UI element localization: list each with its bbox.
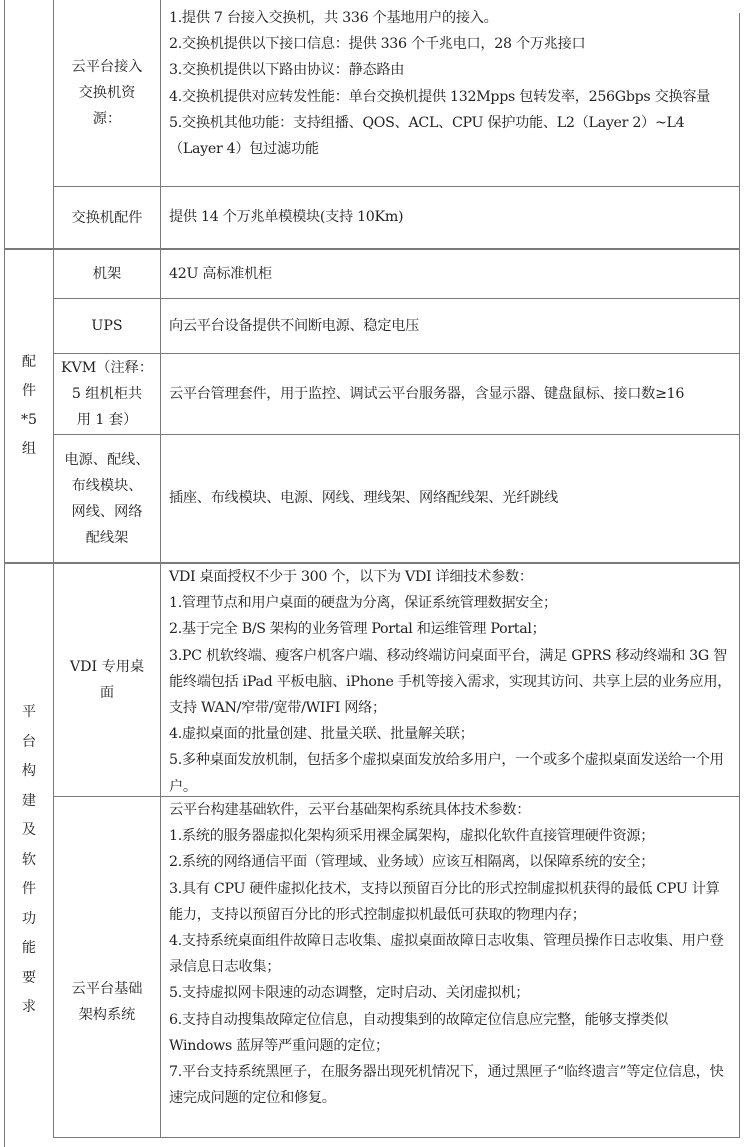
section-title-char: 平 <box>21 704 37 720</box>
item-text: 6.支持自动搜集故障定位信息，自动搜集到的故障定位信息应完整，能够支撑类似 Windows 蓝屏等严重问题的定位； <box>169 1011 669 1054</box>
label-line: 网线、网络 <box>71 503 143 520</box>
table-bottom-border <box>53 1137 740 1138</box>
item-text: 2.系统的网络通信平面（管理域、业务域）应该互相隔离，以保障系统的安全； <box>169 854 655 871</box>
section-title-platform-software <box>5 698 53 1023</box>
row-content-switch-resources <box>161 5 739 162</box>
row-content-ups <box>161 299 739 353</box>
item-text: 5.支持虚拟网卡限速的动态调整，定时启动、关闭虚拟机； <box>169 985 530 1002</box>
row-label-cloud-infrastructure <box>54 797 160 1137</box>
label-line: VDI 专用桌 <box>69 659 145 675</box>
row-label-vdi-desktop <box>54 564 160 796</box>
item-text: 1.提供 7 台接入交换机，共 336 个基地用户的接入。 <box>169 10 498 26</box>
section-title-char: 要 <box>21 969 37 986</box>
row-content-cloud-infrastructure <box>161 797 739 1111</box>
item-text: 4.交换机提供对应转发性能：单台交换机提供 132Mpps 包转发率，256Gbps 交换容量 <box>169 88 711 105</box>
item-text: 3.具有 CPU 硬件虚拟化技术，支持以预留百分比的形式控制虚拟机获得的最低 CPU 计算能力，支持以预留百分比的形式控制虚拟机最低可获取的物理内存； <box>169 880 720 923</box>
item-text: 1.管理节点和用户桌面的硬盘为分离，保证系统管理数据安全； <box>169 595 557 612</box>
item-text: 3.交换机提供以下路由协议：静态路由 <box>169 62 405 79</box>
table-border-right <box>739 13 740 1138</box>
item-text: 4.虚拟桌面的批量创建、批量关联、批量解关联； <box>169 726 474 743</box>
label-line: 机架 <box>92 266 122 282</box>
item-text: 云平台管理套件，用于监控、调试云平台服务器，含显示器、键盘鼠标、接口数≥16 <box>169 385 685 402</box>
label-line: 云平台基础 <box>71 981 143 997</box>
item-text: 5.交换机其他功能：支持组播、QOS、ACL、CPU 保护功能、L2（Layer 2）~L4（Layer 4）包过滤功能 <box>169 114 685 158</box>
label-line: 用 1 套） <box>76 412 138 428</box>
item-text: 4.支持系统桌面组件故障日志收集、虚拟桌面故障日志收集、管理员操作日志收集、用户登录信息日志收集； <box>169 933 724 976</box>
item-text: 3.PC 机软终端、瘦客户机客户端、移动终端访问桌面平台，满足 GPRS 移动终端和 3G 智能终端包括 iPad 平板电脑、iPhone 手机等接入需求，实现其访问、共享上层的业务应用，支持 WAN/窄带/宽带/WIFI 网络； <box>169 647 732 717</box>
row-label-kvm <box>54 354 160 434</box>
section-title-char: 件 <box>21 881 37 897</box>
item-text: 5.多种桌面发放机制，包括多个虚拟桌面发放给多用户，一个或多个虚拟桌面发送给一个用户。 <box>169 752 724 795</box>
row-content-kvm <box>161 354 739 434</box>
item-text: 1.系统的服务器虚拟化架构须采用裸金属架构，虚拟化软件直接管理硬件资源； <box>169 828 655 845</box>
item-text: 7.平台支持系统黑匣子，在服务器出现死机情况下，通过黑匣子“临终遗言”等定位信息，快速完成问题的定位和修复。 <box>169 1064 724 1107</box>
label-line: KVM（注释： <box>60 360 154 376</box>
label-line: 交换机配件 <box>71 209 143 226</box>
row-label-ups <box>54 299 160 353</box>
section-title-accessories-stack <box>5 348 53 464</box>
section-title-char: 能 <box>21 940 37 956</box>
section-title-char: *5 <box>20 412 38 428</box>
row-content-power-cabling <box>161 435 739 562</box>
label-line: 交换机资 <box>78 85 136 101</box>
section-title-char: 建 <box>21 792 37 809</box>
item-text: 云平台构建基础软件，云平台基础架构系统具体技术参数： <box>169 802 531 818</box>
label-line: 5 组机柜共 <box>71 386 143 402</box>
row-content-rack <box>161 250 739 298</box>
section-title-char: 配 <box>21 354 37 370</box>
item-text: 插座、布线模块、电源、网线、理线架、网络配线架、光纤跳线 <box>169 490 558 507</box>
label-line: 面 <box>99 685 115 701</box>
row-label-power-cabling <box>54 435 160 562</box>
item-text: VDI 桌面授权不少于 300 个，以下为 VDI 详细技术参数： <box>169 569 533 585</box>
row-content-switch-accessories <box>161 187 739 248</box>
item-text: 2.交换机提供以下接口信息：提供 336 个千兆电口，28 个万兆接口 <box>169 36 586 53</box>
section-title-char: 及 <box>21 822 37 838</box>
row-label-switch-accessories <box>54 187 160 248</box>
section-title-char: 构 <box>21 763 37 779</box>
row-label-switch-resources <box>54 0 160 186</box>
item-text: 42U 高标准机柜 <box>169 265 272 282</box>
item-text: 向云平台设备提供不间断电源、稳定电压 <box>169 317 419 334</box>
label-line: UPS <box>91 318 123 334</box>
section-title-char: 软 <box>21 851 37 868</box>
label-line: 源： <box>92 111 122 127</box>
label-line: 云平台接入 <box>71 59 143 75</box>
label-line: 布线模块、 <box>71 477 143 494</box>
section-title-char: 组 <box>21 441 37 457</box>
section-title-char: 台 <box>21 733 37 750</box>
row-label-rack <box>54 250 160 298</box>
row-content-vdi-desktop <box>161 564 739 800</box>
label-line: 架构系统 <box>78 1007 136 1023</box>
label-line: 配线架 <box>85 529 129 546</box>
section-title-char: 件 <box>21 383 37 399</box>
item-text: 2.基于完全 B/S 架构的业务管理 Portal 和运维管理 Portal； <box>169 621 546 638</box>
item-text: 提供 14 个万兆单模模块(支持 10Km) <box>169 209 404 226</box>
section-title-char: 求 <box>21 999 37 1015</box>
label-line: 电源、配线、 <box>64 451 150 468</box>
section-title-char: 功 <box>21 910 37 927</box>
